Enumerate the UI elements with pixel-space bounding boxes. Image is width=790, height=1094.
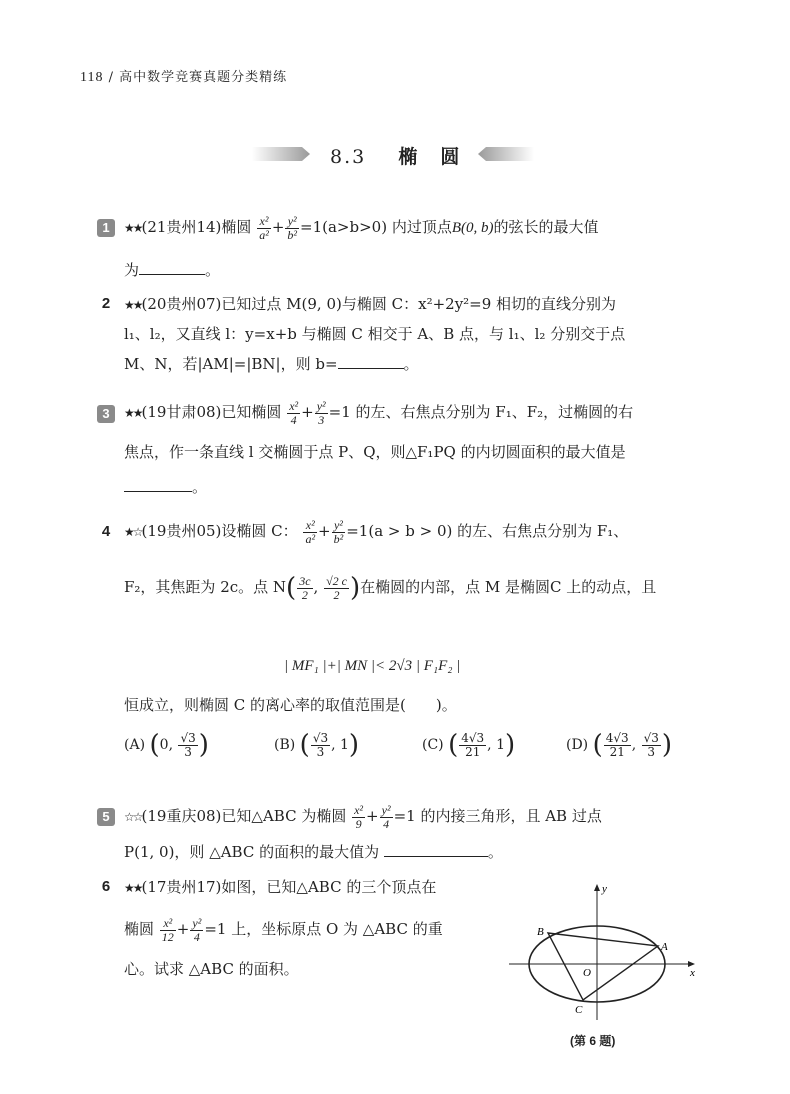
question-number: 1 [97, 219, 115, 237]
q6-text: =1 上，坐标原点 O 为 △ABC 的重 [204, 920, 443, 938]
origin-label: O [583, 967, 591, 979]
fraction: $\frac{\text{x²}}{9}$ [354, 802, 364, 831]
vertex-b-label: B [537, 926, 544, 938]
q3-text: =1 的左、右焦点分别为 F₁、F₂，过椭圆的右 [328, 403, 634, 421]
difficulty-stars: ☆☆ [124, 810, 142, 824]
option-d[interactable]: (D) ( $\frac{4√3}{21}$ , $\frac{√3}{3}$ ) [566, 730, 673, 760]
q5-end: 。 [487, 843, 503, 861]
q5-text: 已知△ABC 为椭圆 [221, 807, 347, 825]
section-name: 椭 圆 [398, 146, 462, 168]
q4-options [124, 730, 704, 770]
q4-inequality: | MF₁ |+| MN |< 2√3 | F₁F₂ | [284, 658, 461, 674]
option-label: (D) [566, 737, 589, 753]
q2-text: M、N，若|AM|=|BN|，则 b= [124, 355, 338, 373]
q4-text: F₂，其焦距为 2c。点 N [124, 578, 287, 596]
fraction: $\frac{\text{y²}}{\text{b²}}$ [333, 517, 344, 546]
q2-text: 已知过点 M(9, 0)与椭圆 C：x²+2y²=9 相切的直线分别为 [221, 295, 617, 313]
answer-blank[interactable] [384, 842, 488, 857]
q3-source: (19甘肃08) [141, 403, 222, 421]
difficulty-stars: ★☆ [124, 525, 142, 539]
title-left-ornament [252, 144, 312, 164]
difficulty-stars: ★★ [124, 881, 142, 895]
difficulty-stars: ★★ [124, 406, 142, 420]
fraction: $\frac{\text{x²}}{12}$ [161, 915, 174, 944]
question-number: 5 [97, 808, 115, 826]
book-title: 高中数学竞赛真题分类精练 [119, 70, 288, 85]
q6-line2: 椭圆 $\frac{\text{x²}}{12}$ + $\frac{\text{y²}}{4}$ =1 上，坐标原点 O 为 △ABC 的重 [124, 915, 443, 944]
question-number: 2 [101, 295, 111, 312]
answer-blank[interactable] [124, 477, 192, 492]
q2-end: 。 [403, 355, 419, 373]
q3-end: 。 [192, 478, 208, 496]
q4-text: 在椭圆的内部，点 M 是椭圆C 上的动点，且 [360, 578, 657, 596]
q4-text: 设椭圆 C： [221, 522, 298, 540]
section-title-banner [252, 138, 534, 172]
q4-source: (19贵州05) [141, 522, 222, 540]
fraction: $\frac{\text{y²}}{4}$ [381, 802, 391, 831]
fraction: $\frac{4√3}{21}$ [461, 730, 485, 759]
vertex-a-label: A [661, 941, 668, 953]
fraction: $\frac{3c}{2}$ [299, 573, 311, 602]
triangle-abc [548, 933, 658, 1000]
question-number: 6 [101, 878, 111, 895]
option-label: (B) [274, 737, 296, 753]
q2-line3 [124, 345, 419, 383]
fraction: $\frac{\text{x²}}{\text{a²}}$ [305, 517, 316, 546]
q5-line2 [124, 833, 503, 871]
q4-line1: ★☆(19贵州05)设椭圆 C： $\frac{\text{x²}}{\text{a²}}$ + $\frac{\text{y²}}{\text{b²}}$ =1(a > b > 0) 的左、右焦点分别为 F₁、 [124, 517, 629, 546]
fraction: $\frac{√3}{3}$ [312, 730, 329, 759]
fraction: $\frac{\text{y²}}{\text{b²}}$ [287, 213, 297, 242]
q6-line1 [124, 868, 436, 907]
difficulty-stars: ★★ [124, 221, 142, 235]
option-b[interactable]: (B) ( $\frac{√3}{3}$ , 1) [274, 730, 360, 760]
fraction: $\frac{√2 c}{2}$ [326, 573, 347, 602]
q1-end: 。 [205, 261, 221, 279]
title-right-ornament [478, 144, 534, 164]
fraction: $\frac{\text{x²}}{4}$ [289, 398, 299, 427]
q5-source: (19重庆08) [141, 807, 222, 825]
question-number: 4 [101, 523, 111, 540]
ellipse-figure [505, 880, 705, 1025]
q2-source: (20贵州07) [141, 295, 222, 313]
y-axis-arrow-icon [594, 884, 600, 891]
fraction: $\frac{√3}{3}$ [643, 730, 659, 759]
fraction: $\frac{\text{y²}}{3}$ [316, 398, 326, 427]
q6-text: 如图，已知△ABC 的三个顶点在 [221, 878, 437, 896]
q1-text: 椭圆 [221, 218, 252, 236]
q1-line1: ★★(21贵州14)椭圆 $\frac{\text{x²}}{\text{a²}}$ + $\frac{\text{y²}}{\text{b²}}$ =1(a>b>0) 内过顶点B(0, b)的弦长的最大值 [124, 213, 599, 242]
q1-text: 内过顶点 [391, 218, 452, 236]
fraction: $\frac{\text{y²}}{4}$ [192, 915, 202, 944]
section-title [330, 142, 461, 169]
q1-source: (21贵州14) [141, 218, 222, 236]
difficulty-stars: ★★ [124, 298, 142, 312]
answer-blank[interactable] [338, 354, 404, 369]
q4-line2: F₂，其焦距为 2c。点 N( $\frac{3c}{2}$ , $\frac{√2 c}{2}$ )在椭圆的内部，点 M 是椭圆C 上的动点，且 [124, 573, 657, 603]
q4-text: =1(a > b > 0) 的左、右焦点分别为 F₁、 [346, 522, 629, 540]
x-axis-label: x [690, 967, 695, 979]
option-label: (C) [422, 737, 444, 753]
section-number: 8.3 [330, 146, 367, 168]
q5-text: =1 的内接三角形，且 AB 过点 [393, 807, 602, 825]
header-separator: / [108, 70, 115, 85]
fraction: $\frac{\text{x²}}{\text{a²}}$ [259, 213, 269, 242]
fraction: $\frac{√3}{3}$ [180, 730, 196, 759]
q1-condition: =1(a>b>0) [300, 218, 388, 236]
figure-caption: (第 6 题) [570, 1034, 616, 1048]
q1-line2 [124, 251, 220, 289]
q6-source: (17贵州17) [141, 878, 222, 896]
q5-text: P(1, 0)，则 △ABC 的面积的最大值为 [124, 843, 380, 861]
q4-line3: 恒成立，则椭圆 C 的离心率的取值范围是( )。 [124, 696, 457, 714]
question-number: 3 [97, 405, 115, 423]
option-label: (A) [124, 737, 146, 753]
q3-line3 [124, 468, 207, 506]
q3-line1: ★★(19甘肃08)已知椭圆 $\frac{\text{x²}}{4}$ + $\frac{\text{y²}}{3}$ =1 的左、右焦点分别为 F₁、F₂，过椭圆的右 [124, 398, 634, 427]
vertex-c-label: C [575, 1004, 583, 1016]
q1-text: 的弦长的最大值 [493, 218, 599, 236]
option-a[interactable]: (A) (0, $\frac{√3}{3}$ ) [124, 730, 209, 760]
q3-line2: 焦点，作一条直线 l 交椭圆于点 P、Q，则△F₁PQ 的内切圆面积的最大值是 [124, 443, 626, 461]
q6-line3: 心。试求 △ABC 的面积。 [124, 960, 299, 978]
answer-blank[interactable] [139, 260, 205, 275]
fraction: $\frac{4√3}{21}$ [605, 730, 629, 759]
q2-line2: l₁、l₂，又直线 l：y=x+b 与椭圆 C 相交于 A、B 点，与 l₁、l₂ 分别交于点 [124, 325, 626, 343]
q5-line1: ☆☆(19重庆08)已知△ABC 为椭圆 $\frac{\text{x²}}{9}$ + $\frac{\text{y²}}{4}$ =1 的内接三角形，且 AB 过点 [124, 802, 602, 831]
q1-text: 为 [124, 261, 140, 279]
running-header [80, 66, 287, 86]
option-c[interactable]: (C) ( $\frac{4√3}{21}$ , 1) [422, 730, 516, 760]
q1-point: B(0, b) [451, 220, 494, 236]
y-axis-label: y [602, 883, 607, 895]
page-number: 118 [80, 70, 104, 85]
q6-text: 椭圆 [124, 920, 155, 938]
q3-text: 已知椭圆 [221, 403, 282, 421]
